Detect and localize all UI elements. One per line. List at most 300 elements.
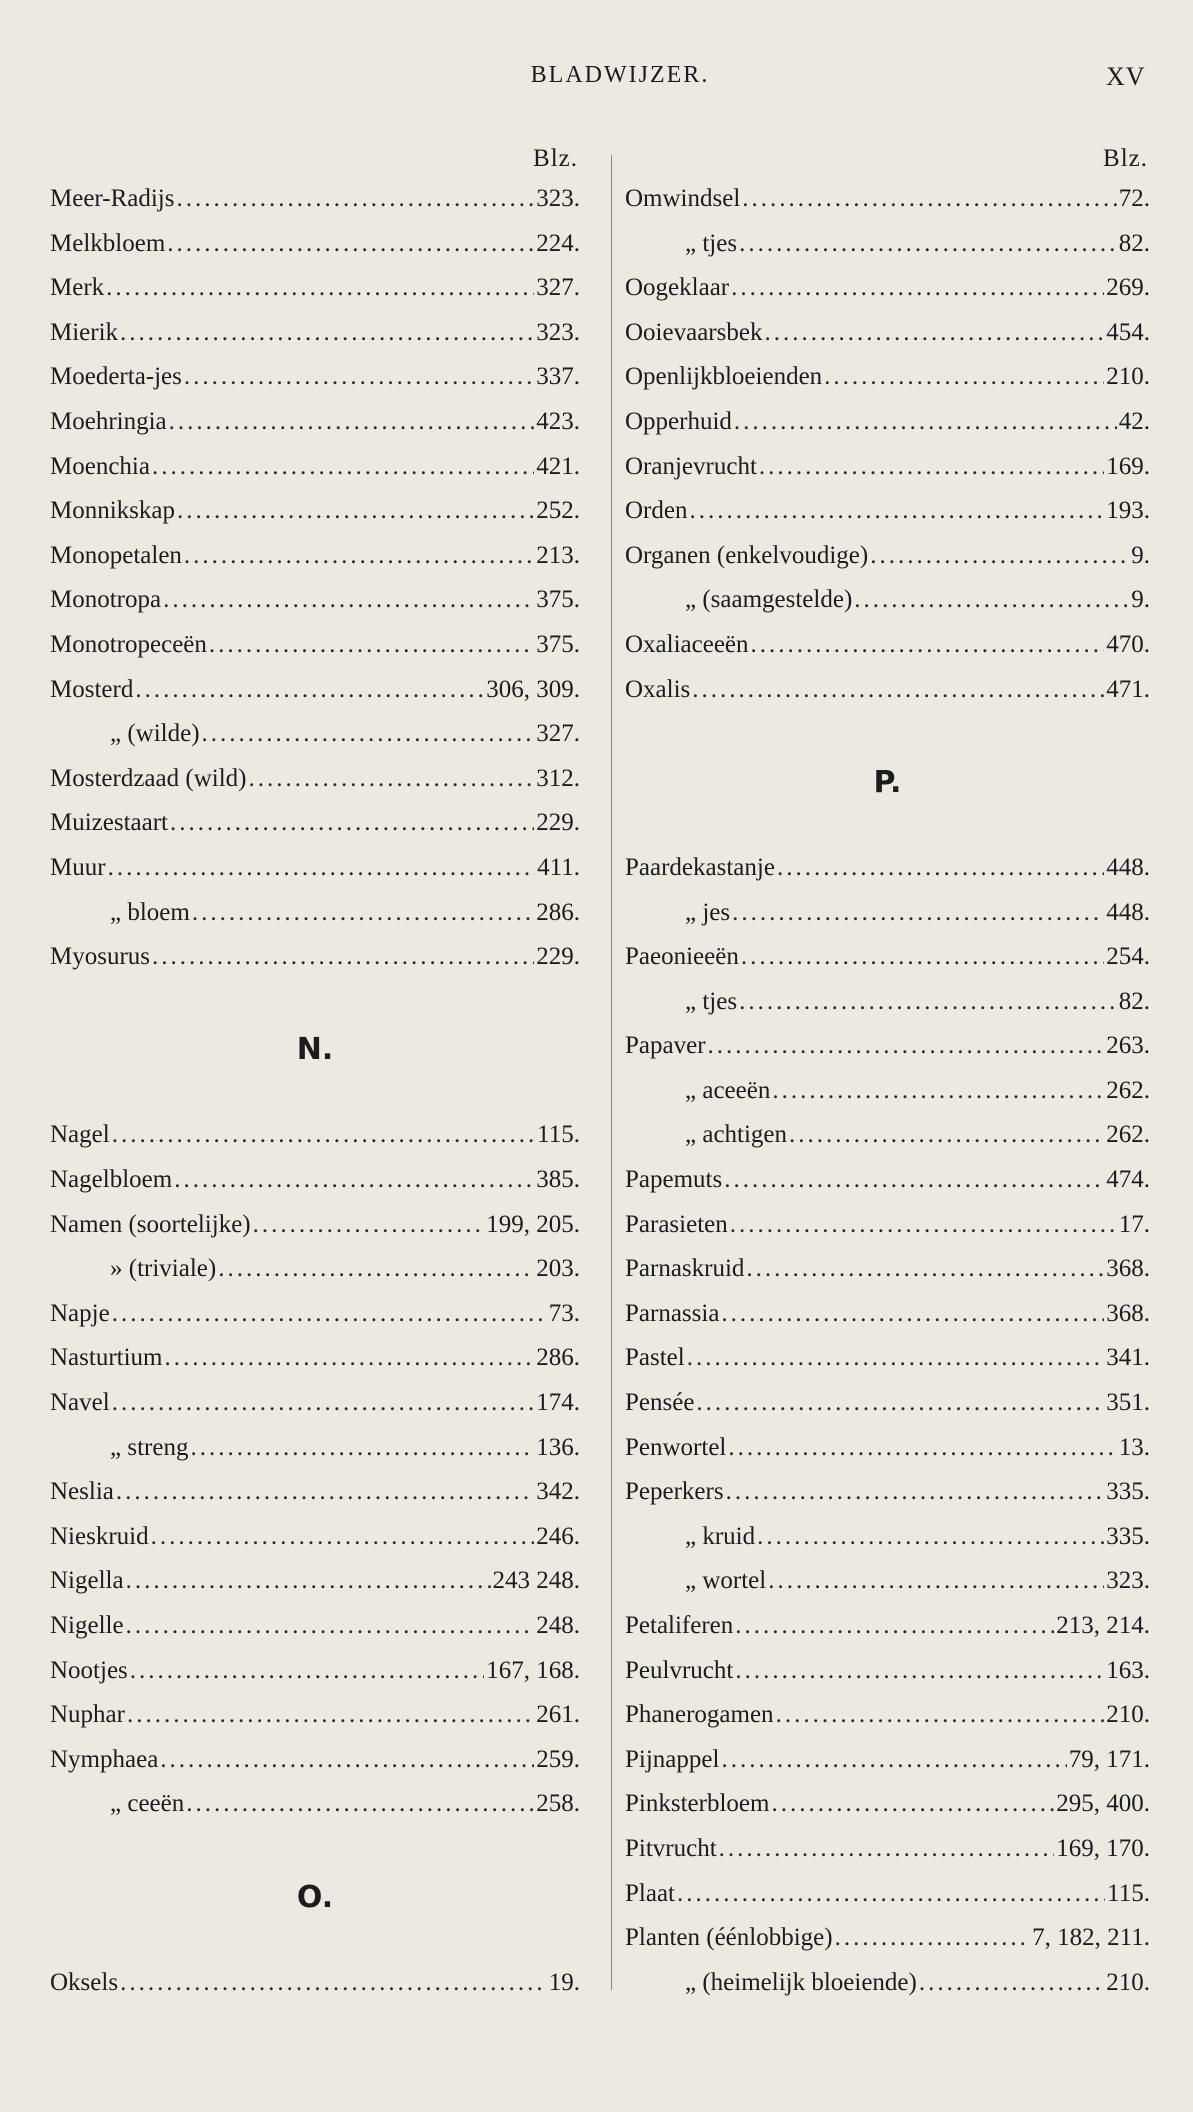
- entry-pages: 210.: [1106, 1968, 1150, 1996]
- entry-term: „ (wilde): [110, 720, 200, 748]
- entry-pages: 470.: [1106, 630, 1150, 658]
- entry-pages: 243 248.: [492, 1567, 580, 1595]
- entry-pages: 327.: [536, 274, 580, 302]
- entry-pages: 323.: [536, 318, 580, 346]
- dot-leader: [677, 1880, 1105, 1908]
- entry-term: Merk: [50, 274, 105, 302]
- entry-pages: 342.: [536, 1478, 580, 1506]
- entry-pages: 262.: [1106, 1076, 1150, 1104]
- entry-term: Paardekastanje: [625, 853, 775, 881]
- entry-term: Nieskruid: [50, 1522, 149, 1550]
- entry-pages: 115.: [537, 1121, 580, 1149]
- index-entry: [50, 765, 580, 810]
- entry-term: „ tjes: [685, 987, 738, 1015]
- index-entry: [50, 1523, 580, 1568]
- index-entry: [625, 1746, 1150, 1791]
- index-entry: [625, 230, 1150, 275]
- entry-pages: 7, 182, 211.: [1032, 1924, 1150, 1952]
- dot-leader: [708, 1032, 1105, 1060]
- dot-leader: [772, 1077, 1104, 1105]
- dot-leader: [746, 1255, 1104, 1283]
- page-number: XV: [1106, 62, 1146, 91]
- index-entry: [625, 1657, 1150, 1702]
- dot-leader: [169, 408, 535, 436]
- entry-term: „ aceeën: [685, 1076, 771, 1104]
- entry-term: Oranjevrucht: [625, 452, 757, 480]
- dot-leader: [126, 1612, 535, 1640]
- entry-term: „ (saamgestelde): [685, 586, 853, 614]
- index-entry: [625, 943, 1150, 988]
- entry-term: Neslia: [50, 1478, 114, 1506]
- entry-term: Mierik: [50, 318, 119, 346]
- index-entry: [625, 542, 1150, 587]
- index-entry: [625, 1166, 1150, 1211]
- dot-leader: [176, 185, 534, 213]
- index-entry: [625, 1344, 1150, 1389]
- dot-leader: [170, 809, 534, 837]
- index-entry: [625, 1389, 1150, 1434]
- entry-term: Omwindsel: [625, 185, 741, 212]
- dot-leader: [731, 274, 1104, 302]
- dot-leader: [735, 1657, 1104, 1685]
- entry-term: Phanerogamen: [625, 1701, 774, 1729]
- index-entry: [625, 1835, 1150, 1880]
- dot-leader: [248, 765, 534, 793]
- index-entry: [625, 408, 1150, 453]
- index-entry: [625, 899, 1150, 944]
- dot-leader: [160, 1746, 534, 1774]
- entry-pages: 229.: [536, 943, 580, 971]
- entry-pages: 471.: [1106, 675, 1150, 703]
- index-entry: [625, 1255, 1150, 1300]
- index-entry: [625, 1211, 1150, 1256]
- index-entry: [50, 1969, 580, 2014]
- entry-term: Oxaliaceeën: [625, 630, 749, 658]
- entry-term: Moederta-jes: [50, 363, 182, 391]
- index-entry: [50, 720, 580, 765]
- entry-term: Organen (enkelvoudige): [625, 541, 869, 569]
- entry-pages: 448.: [1106, 853, 1150, 881]
- entry-term: Oogeklaar: [625, 274, 730, 302]
- dot-leader: [739, 230, 1117, 258]
- dot-leader: [734, 408, 1117, 436]
- dot-leader: [112, 1121, 535, 1149]
- entry-term: Pitvrucht: [625, 1834, 717, 1862]
- dot-leader: [209, 631, 534, 659]
- dot-leader: [824, 363, 1104, 391]
- dot-leader: [218, 1255, 534, 1283]
- dot-leader: [152, 453, 534, 481]
- dot-leader: [165, 1344, 535, 1372]
- index-entry: [50, 631, 580, 676]
- section-letter: P.: [873, 764, 902, 800]
- entry-pages: 115.: [1107, 1879, 1150, 1907]
- index-entry: [50, 408, 580, 453]
- entry-term: Mosterd: [50, 675, 134, 703]
- index-entry: [50, 1790, 580, 1835]
- index-entry: [625, 1032, 1150, 1077]
- blank-line: [625, 720, 1150, 765]
- entry-term: Napje: [50, 1299, 110, 1327]
- index-entry: [625, 1434, 1150, 1479]
- index-entry: [50, 1701, 580, 1746]
- entry-term: Nigella: [50, 1567, 124, 1595]
- dot-leader: [106, 274, 534, 302]
- entry-term: Navel: [50, 1389, 110, 1417]
- entry-pages: 421.: [536, 452, 580, 480]
- entry-term: Namen (soortelijke): [50, 1210, 251, 1238]
- index-entry: [625, 676, 1150, 721]
- index-entry: [50, 319, 580, 364]
- index-entry: [625, 1523, 1150, 1568]
- blank-line: [50, 988, 580, 1033]
- entry-term: Orden: [625, 497, 688, 525]
- index-entry: [50, 497, 580, 542]
- entry-pages: 306, 309.: [486, 675, 580, 703]
- entry-pages: 9.: [1131, 586, 1150, 614]
- entry-term: „ (heimelijk bloeiende): [685, 1968, 917, 1996]
- index-entry: [625, 1121, 1150, 1166]
- entry-pages: 9.: [1131, 541, 1150, 569]
- entry-term: Melkbloem: [50, 229, 166, 257]
- index-entry: [625, 854, 1150, 899]
- entry-term: „ kruid: [685, 1522, 756, 1550]
- dot-leader: [190, 1434, 534, 1462]
- entry-pages: 327.: [536, 720, 580, 748]
- entry-term: Parasieten: [625, 1210, 728, 1238]
- dot-leader: [721, 1746, 1066, 1774]
- dot-leader: [167, 230, 534, 258]
- entry-term: Monnikskap: [50, 497, 175, 525]
- entry-pages: 423.: [536, 407, 580, 435]
- entry-pages: 17.: [1118, 1210, 1150, 1238]
- entry-term: Opperhuid: [625, 407, 732, 435]
- index-entry: [625, 497, 1150, 542]
- entry-pages: 73.: [548, 1299, 580, 1327]
- index-entry: [50, 1300, 580, 1345]
- entry-term: Peulvrucht: [625, 1656, 734, 1684]
- index-entry: [625, 1300, 1150, 1345]
- index-entry: [50, 1478, 580, 1523]
- column-heading-blz: Blz.: [1103, 145, 1148, 172]
- entry-term: Moenchia: [50, 452, 150, 480]
- dot-leader: [719, 1835, 1055, 1863]
- entry-pages: 229.: [536, 809, 580, 837]
- entry-pages: 199, 205.: [486, 1210, 580, 1238]
- index-entry: [50, 185, 580, 230]
- index-entry: [50, 1255, 580, 1300]
- index-entry: [50, 809, 580, 854]
- dot-leader: [112, 1300, 547, 1328]
- entry-term: » (triviale): [110, 1255, 217, 1283]
- entry-pages: 193.: [1106, 497, 1150, 525]
- entry-pages: 323.: [536, 185, 580, 212]
- entry-term: Plaat: [625, 1879, 675, 1907]
- dot-leader: [126, 1567, 491, 1595]
- entry-term: Peperkers: [625, 1478, 724, 1506]
- entry-term: Paeonieeën: [625, 943, 739, 971]
- dot-leader: [730, 1211, 1117, 1239]
- entry-term: Nagelbloem: [50, 1166, 173, 1194]
- entry-term: Nasturtium: [50, 1344, 163, 1372]
- dot-leader: [130, 1657, 484, 1685]
- entry-term: „ jes: [685, 898, 731, 926]
- entry-pages: 82.: [1118, 987, 1150, 1015]
- entry-pages: 368.: [1106, 1255, 1150, 1283]
- entry-pages: 167, 168.: [486, 1656, 580, 1684]
- dot-leader: [696, 1389, 1104, 1417]
- entry-pages: 448.: [1106, 898, 1150, 926]
- entry-pages: 169, 170.: [1056, 1834, 1150, 1862]
- entry-term: Monopetalen: [50, 541, 182, 569]
- blank-line: [50, 1924, 580, 1969]
- entry-pages: 411.: [537, 853, 580, 881]
- entry-pages: 210.: [1106, 1701, 1150, 1729]
- entry-term: Pijnappel: [625, 1745, 720, 1773]
- index-entry: [50, 676, 580, 721]
- entry-term: Oksels: [50, 1968, 119, 1996]
- index-entry: [625, 631, 1150, 676]
- entry-pages: 262.: [1106, 1121, 1150, 1149]
- index-entry: [625, 274, 1150, 319]
- index-entry: [625, 185, 1150, 230]
- dot-leader: [152, 943, 534, 971]
- entry-pages: 163.: [1106, 1656, 1150, 1684]
- entry-term: Monotropa: [50, 586, 162, 614]
- entry-term: Petaliferen: [625, 1612, 734, 1639]
- dot-leader: [919, 1969, 1104, 1997]
- dot-leader: [202, 720, 535, 748]
- dot-leader: [177, 497, 534, 525]
- dot-leader: [184, 363, 534, 391]
- entry-term: Pinksterbloem: [625, 1790, 770, 1818]
- column-divider: [611, 155, 612, 1990]
- index-entry: [625, 363, 1150, 408]
- index-entry: [50, 453, 580, 498]
- dot-leader: [732, 899, 1104, 927]
- dot-leader: [721, 1300, 1104, 1328]
- index-entry: [625, 1924, 1150, 1969]
- entry-pages: 474.: [1106, 1166, 1150, 1194]
- dot-leader: [108, 854, 536, 882]
- entry-pages: 252.: [536, 497, 580, 525]
- dot-leader: [854, 586, 1129, 614]
- dot-leader: [163, 586, 534, 614]
- section-letter: O.: [296, 1879, 334, 1915]
- entry-pages: 42.: [1118, 407, 1150, 435]
- entry-pages: 224.: [536, 229, 580, 257]
- dot-leader: [742, 185, 1116, 213]
- dot-leader: [835, 1924, 1031, 1952]
- entry-pages: 79, 171.: [1068, 1745, 1150, 1773]
- dot-leader: [174, 1166, 534, 1194]
- entry-pages: 258.: [536, 1790, 580, 1818]
- entry-pages: 13.: [1118, 1433, 1150, 1461]
- entry-pages: 454.: [1106, 318, 1150, 346]
- index-entry: [50, 1121, 580, 1166]
- index-entry: [50, 899, 580, 944]
- index-entry: [50, 230, 580, 275]
- entry-pages: 246.: [536, 1522, 580, 1550]
- dot-leader: [759, 453, 1104, 481]
- entry-pages: 312.: [536, 764, 580, 792]
- entry-pages: 169.: [1106, 452, 1150, 480]
- entry-term: „ ceeën: [110, 1790, 185, 1818]
- entry-term: Mosterdzaad (wild): [50, 764, 247, 792]
- dot-leader: [776, 1701, 1105, 1729]
- entry-pages: 174.: [536, 1389, 580, 1417]
- dot-leader: [689, 497, 1104, 525]
- entry-pages: 337.: [536, 363, 580, 391]
- index-list-right: [625, 185, 1150, 2013]
- dot-leader: [771, 1790, 1054, 1818]
- index-entry: [50, 1166, 580, 1211]
- index-entry: [50, 274, 580, 319]
- entry-term: Penwortel: [625, 1433, 727, 1461]
- entry-term: Oxalis: [625, 675, 691, 703]
- blank-line: [50, 1077, 580, 1122]
- entry-term: Muur: [50, 853, 106, 881]
- entry-pages: 19.: [548, 1968, 580, 1996]
- running-header-title: BLADWIJZER.: [530, 62, 710, 88]
- entry-term: Ooievaarsbek: [625, 318, 763, 346]
- entry-term: „ achtigen: [685, 1121, 788, 1149]
- entry-pages: 375.: [536, 630, 580, 658]
- index-entry: [625, 586, 1150, 631]
- entry-term: Nigelle: [50, 1612, 124, 1639]
- entry-term: „ streng: [110, 1433, 189, 1461]
- entry-pages: 259.: [536, 1745, 580, 1773]
- entry-pages: 261.: [536, 1701, 580, 1729]
- column-heading-blz: Blz.: [533, 145, 578, 172]
- dot-leader: [135, 676, 484, 704]
- index-entry: [50, 1746, 580, 1791]
- entry-pages: 136.: [536, 1433, 580, 1461]
- index-entry: [50, 542, 580, 587]
- dot-leader: [726, 1478, 1105, 1506]
- entry-pages: 210.: [1106, 363, 1150, 391]
- dot-leader: [728, 1434, 1116, 1462]
- entry-term: Parnaskruid: [625, 1255, 745, 1283]
- dot-leader: [724, 1166, 1104, 1194]
- dot-leader: [116, 1478, 534, 1506]
- entry-pages: 269.: [1106, 274, 1150, 302]
- dot-leader: [151, 1523, 535, 1551]
- entry-pages: 213, 214.: [1056, 1612, 1150, 1639]
- entry-term: Meer-Radijs: [50, 185, 175, 212]
- index-list-left: [50, 185, 580, 2013]
- index-entry: [625, 1567, 1150, 1612]
- entry-term: Parnassia: [625, 1299, 720, 1327]
- entry-term: Pastel: [625, 1344, 685, 1372]
- entry-pages: 286.: [536, 898, 580, 926]
- dot-leader: [768, 1567, 1104, 1595]
- index-entry: [625, 1880, 1150, 1925]
- entry-term: Planten (éénlobbige): [625, 1924, 833, 1952]
- entry-pages: 375.: [536, 586, 580, 614]
- entry-term: Moehringia: [50, 407, 167, 435]
- index-entry: [50, 363, 580, 408]
- index-entry: [50, 1434, 580, 1479]
- index-entry: [50, 1211, 580, 1256]
- entry-pages: 323.: [1106, 1567, 1150, 1595]
- entry-term: „ wortel: [685, 1567, 767, 1595]
- dot-leader: [120, 1969, 547, 1997]
- index-entry: [50, 943, 580, 988]
- dot-leader: [735, 1612, 1054, 1640]
- entry-pages: 286.: [536, 1344, 580, 1372]
- index-entry: [50, 1389, 580, 1434]
- dot-leader: [764, 319, 1104, 347]
- dot-leader: [184, 542, 534, 570]
- entry-term: Openlijkbloeienden: [625, 363, 823, 391]
- dot-leader: [757, 1523, 1104, 1551]
- index-entry: [625, 1612, 1150, 1657]
- dot-leader: [741, 943, 1104, 971]
- entry-pages: 351.: [1106, 1389, 1150, 1417]
- entry-pages: 263.: [1106, 1032, 1150, 1060]
- index-column-left: [50, 145, 580, 2013]
- index-entry: [50, 1612, 580, 1657]
- index-entry: [625, 1478, 1150, 1523]
- entry-term: Pensée: [625, 1389, 695, 1417]
- index-entry: [50, 586, 580, 631]
- entry-pages: 254.: [1106, 943, 1150, 971]
- entry-pages: 82.: [1118, 229, 1150, 257]
- dot-leader: [687, 1344, 1105, 1372]
- dot-leader: [120, 319, 534, 347]
- index-column-right: [625, 145, 1150, 2013]
- dot-leader: [112, 1389, 535, 1417]
- index-entry: [625, 1701, 1150, 1746]
- entry-term: Monotropeceën: [50, 630, 207, 658]
- entry-pages: 368.: [1106, 1299, 1150, 1327]
- dot-leader: [127, 1701, 534, 1729]
- entry-term: „ tjes: [685, 229, 738, 257]
- entry-term: Muizestaart: [50, 809, 169, 837]
- entry-pages: 203.: [536, 1255, 580, 1283]
- entry-pages: 335.: [1106, 1522, 1150, 1550]
- dot-leader: [739, 988, 1117, 1016]
- entry-pages: 248.: [536, 1612, 580, 1639]
- index-entry: [50, 1657, 580, 1702]
- section-letter: N.: [296, 1032, 334, 1068]
- entry-term: Myosurus: [50, 943, 151, 971]
- entry-pages: 341.: [1106, 1344, 1150, 1372]
- entry-term: Papaver: [625, 1032, 706, 1060]
- index-entry: [50, 854, 580, 899]
- blank-line: [50, 1835, 580, 1880]
- index-entry: [625, 1969, 1150, 2014]
- dot-leader: [789, 1121, 1104, 1149]
- entry-term: Nootjes: [50, 1656, 128, 1684]
- dot-leader: [751, 631, 1105, 659]
- entry-term: Nymphaea: [50, 1745, 159, 1773]
- index-entry: [50, 1344, 580, 1389]
- entry-pages: 385.: [536, 1166, 580, 1194]
- entry-term: Papemuts: [625, 1166, 723, 1194]
- index-entry: [50, 1567, 580, 1612]
- index-entry: [625, 1077, 1150, 1122]
- entry-term: „ bloem: [110, 898, 190, 926]
- dot-leader: [192, 899, 534, 927]
- dot-leader: [870, 542, 1129, 570]
- dot-leader: [186, 1790, 534, 1818]
- index-entry: [625, 319, 1150, 364]
- entry-pages: 72.: [1118, 185, 1150, 212]
- dot-leader: [253, 1211, 485, 1239]
- index-entry: [625, 453, 1150, 498]
